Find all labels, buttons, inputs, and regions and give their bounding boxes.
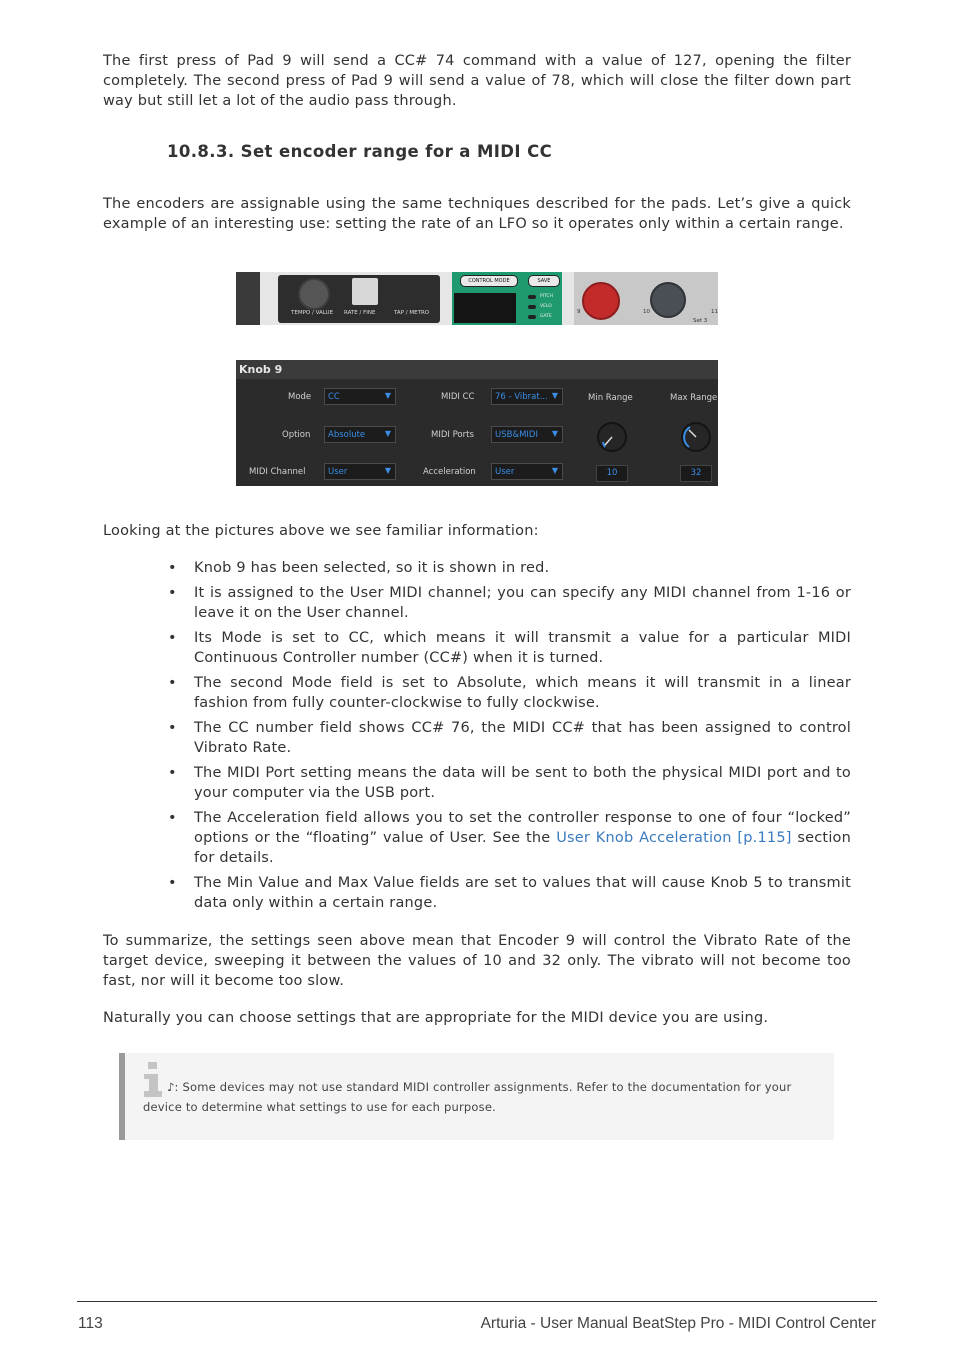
tap-button [352, 278, 378, 305]
tap-metro-label: TAP / METRO [394, 310, 430, 316]
list-item [168, 558, 851, 578]
knob-settings-panel [236, 360, 718, 486]
set-label: Set 3 [693, 318, 708, 324]
midi-channel-label: MIDI Channel [249, 467, 306, 477]
bullet-dot: • [168, 585, 177, 601]
paragraph-intro: The first press of Pad 9 will send a CC# 74 command with a value of 127, opening the filter completely. The second press of Pad 9 will send a value of 78, which will close the filter down part way but still let a lot of the audio pass through. [103, 53, 851, 109]
midi-channel-dropdown[interactable] [324, 463, 396, 480]
list-item [168, 718, 851, 758]
footer-title: Arturia - User Manual BeatStep Pro - MIDI Control Center [480, 1315, 876, 1332]
acceleration-value: User [495, 467, 515, 477]
max-range-label: Max Range [670, 393, 718, 403]
chevron-down-icon: ▼ [551, 391, 558, 400]
knob-10 [650, 282, 686, 318]
knob-number-9: 9 [577, 309, 581, 315]
note-text: ♪: Some devices may not use standard MIDI controller assignments. Refer to the documentation for your device to determine what settings to use for each purpose. [143, 1080, 792, 1114]
gate-led-label: GATE [540, 314, 552, 319]
save-button: SAVE [528, 275, 560, 287]
list-item-text: The second Mode field is set to Absolute, which means it will transmit in a linear fashion from fully counter-clockwise to fully clockwise. [194, 675, 851, 711]
list-item-text: The Min Value and Max Value fields are set to values that will cause Knob 5 to transmit data only within a certain range. [194, 875, 851, 911]
midi-cc-value: 76 - Vibrat... [495, 392, 548, 402]
list-item [168, 808, 851, 868]
panel-titlebar [236, 360, 718, 379]
list-item-text-after: section for details. [194, 830, 852, 866]
midi-ports-label: MIDI Ports [431, 430, 474, 440]
option-value: Absolute [328, 430, 366, 440]
max-range-value[interactable]: 32 [680, 465, 712, 482]
midi-ports-dropdown[interactable] [491, 426, 563, 443]
bullet-dot: • [168, 630, 177, 646]
list-item-text: It is assigned to the User MIDI channel; you can specify any MIDI channel from 1-16 or leave it on the User channel. [194, 585, 851, 621]
option-label: Option [282, 430, 311, 440]
bullet-list [168, 558, 851, 918]
list-item [168, 628, 851, 668]
midi-channel-value: User [328, 467, 348, 477]
mode-value: CC [328, 392, 340, 402]
chevron-down-icon: ▼ [551, 429, 558, 438]
chevron-down-icon: ▼ [384, 466, 391, 475]
paragraph-naturally: Naturally you can choose settings that are appropriate for the MIDI device you are using. [103, 1010, 769, 1026]
max-range-knob[interactable] [681, 422, 711, 452]
acceleration-label: Acceleration [423, 467, 476, 477]
panel-title: Knob 9 [239, 363, 283, 376]
page-number: 113 [78, 1315, 103, 1332]
list-item [168, 583, 851, 623]
gate-led [528, 315, 536, 319]
min-range-label: Min Range [588, 393, 633, 403]
mode-label: Mode [288, 392, 312, 402]
bullet-dot: • [168, 875, 177, 891]
velo-led-label: VELO [540, 304, 552, 309]
footer-divider [77, 1301, 877, 1302]
tempo-value-label: TEMPO / VALUE [291, 310, 334, 316]
min-range-value[interactable]: 10 [596, 465, 628, 482]
knob-number-11: 11 [711, 309, 718, 315]
paragraph-encoders: The encoders are assignable using the same techniques described for the pads. Let’s give a quick example of an interesting use: setting the rate of an LFO so it operates only within a certain range. [103, 196, 851, 232]
user-knob-acceleration-link[interactable]: User Knob Acceleration [p.115] [556, 830, 792, 846]
chevron-down-icon: ▼ [384, 429, 391, 438]
pitch-led-label: PITCH [540, 294, 554, 299]
pitch-led [528, 295, 536, 299]
list-item-text: The Acceleration field allows you to set the controller response to one of four “locked” options or the “floating” value of User. See the [194, 810, 851, 846]
list-item-text: Knob 9 has been selected, so it is shown in red. [194, 560, 550, 576]
chevron-down-icon: ▼ [551, 466, 558, 475]
midi-cc-dropdown[interactable] [491, 388, 563, 405]
paragraph-summary: To summarize, the settings seen above mean that Encoder 9 will control the Vibrato Rate of the target device, sweeping it between the values of 10 and 32 only. The vibrato will not become too fast, nor will it become too slow. [103, 933, 851, 989]
list-item [168, 873, 851, 913]
acceleration-dropdown[interactable] [491, 463, 563, 480]
chevron-down-icon: ▼ [384, 391, 391, 400]
section-heading: 10.8.3. Set encoder range for a MIDI CC [167, 142, 553, 161]
list-item [168, 673, 851, 713]
rate-fine-label: RATE / FINE [344, 310, 376, 316]
bullet-dot: • [168, 560, 177, 576]
hardware-edge [236, 272, 260, 325]
paragraph-looking: Looking at the pictures above we see familiar information: [103, 523, 539, 539]
list-item-text: Its Mode is set to CC, which means it will transmit a value for a particular MIDI Continuous Controller number (CC#) when it is turned. [194, 630, 851, 666]
min-range-knob[interactable] [597, 422, 627, 452]
hardware-screen [454, 293, 516, 323]
midi-cc-label: MIDI CC [441, 392, 475, 402]
knob-9-selected [582, 282, 620, 320]
beatstep-hardware-image [236, 272, 718, 325]
knob-number-10: 10 [643, 309, 650, 315]
option-dropdown[interactable] [324, 426, 396, 443]
bullet-dot: • [168, 810, 177, 826]
velo-led [528, 305, 536, 309]
list-item-text: The CC number field shows CC# 76, the MIDI CC# that has been assigned to control Vibrato Rate. [194, 720, 851, 756]
bullet-dot: • [168, 675, 177, 691]
mode-dropdown[interactable] [324, 388, 396, 405]
list-item-text: The MIDI Port setting means the data will be sent to both the physical MIDI port and to your computer via the USB port. [194, 765, 851, 801]
tempo-knob [298, 278, 330, 310]
note-box [119, 1053, 834, 1140]
control-mode-button: CONTROL MODE [460, 275, 518, 287]
list-item [168, 763, 851, 803]
midi-ports-value: USB&MIDI [495, 430, 538, 440]
bullet-dot: • [168, 720, 177, 736]
bullet-dot: • [168, 765, 177, 781]
